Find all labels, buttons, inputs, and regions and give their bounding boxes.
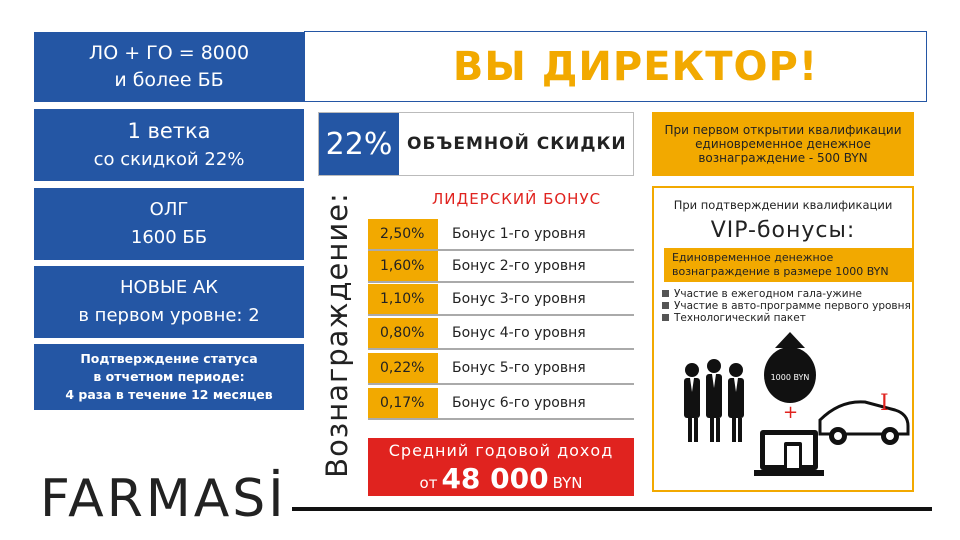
bonus-row — [368, 251, 634, 283]
bonus-label: Бонус 5-го уровня — [452, 360, 586, 376]
car-icon — [820, 402, 908, 445]
requirement-confirmation-line3: 4 раза в течение 12 месяцев — [65, 387, 273, 402]
bonus-row — [368, 388, 634, 420]
bag-label: 1000 BYN — [770, 373, 810, 382]
bonus-value: 1,60% — [368, 251, 438, 281]
tech-devices-icon — [754, 430, 824, 476]
plus-icon: + — [783, 402, 799, 423]
vip-rewards-illustration — [680, 330, 920, 490]
money-bag-icon — [764, 332, 816, 403]
bonus-value: 0,22% — [368, 353, 438, 383]
requirement-new-ak-line2: в первом уровне: 2 — [78, 305, 260, 326]
vip-benefit-list — [662, 288, 911, 324]
bonus-label: Бонус 6-го уровня — [452, 395, 586, 411]
requirement-branch-box — [34, 109, 304, 181]
bonus-row — [368, 284, 634, 316]
requirement-points-box — [34, 32, 304, 102]
bonus-label: Бонус 3-го уровня — [452, 291, 586, 307]
first-open-line2: единовременное денежное — [695, 137, 871, 151]
reward-vertical-label-wrap — [302, 175, 372, 495]
requirement-confirmation-line1: Подтверждение статуса — [80, 351, 258, 366]
page-header — [304, 31, 927, 102]
vip-cash-line1: Единовременное денежное — [672, 251, 834, 264]
first-open-line3: вознаграждение - 500 BYN — [698, 151, 868, 165]
requirement-branch-line2: со скидкой 22% — [93, 149, 245, 170]
requirement-branch-line1: 1 ветка — [127, 119, 211, 143]
level-one-mark: I — [880, 391, 889, 416]
bonus-value: 0,80% — [368, 318, 438, 348]
farmasi-logo: FARMASİ — [40, 469, 287, 529]
bonus-label: Бонус 1-го уровня — [452, 226, 586, 242]
income-currency: BYN — [552, 474, 583, 492]
bonus-row — [368, 353, 634, 385]
income-amount: 48 000 — [441, 462, 549, 495]
bonus-label: Бонус 2-го уровня — [452, 258, 586, 274]
vip-title: VIP-бонусы: — [710, 218, 856, 243]
requirement-confirmation-line2: в отчетном периоде: — [93, 369, 245, 384]
requirement-confirmation-box — [34, 344, 304, 410]
bonus-row — [368, 318, 634, 350]
discount-label: ОБЪЕМНОЙ СКИДКИ — [407, 134, 627, 154]
discount-percent: 22% — [319, 113, 399, 175]
bonus-value: 1,10% — [368, 284, 438, 314]
list-item: Участие в ежегодном гала-ужине — [662, 288, 911, 300]
requirement-olg-line2: 1600 ББ — [130, 227, 208, 248]
requirement-olg-box — [34, 188, 304, 260]
income-amount-line — [368, 462, 634, 495]
list-item: Технологический пакет — [662, 312, 911, 324]
volume-discount-box — [318, 112, 634, 176]
vip-note: При подтверждении квалификации — [673, 198, 893, 212]
business-people-icon — [684, 359, 744, 442]
bonus-label: Бонус 4-го уровня — [452, 325, 586, 341]
reward-vertical-label: Вознаграждение: — [320, 192, 354, 478]
page-title: ВЫ ДИРЕКТОР! — [452, 43, 819, 90]
income-label: Средний годовой доход — [388, 441, 614, 460]
requirement-new-ak-line1: НОВЫЕ АК — [119, 277, 219, 298]
vip-cash-line2: вознаграждение в размере 1000 BYN — [672, 265, 889, 278]
bonus-row — [368, 219, 634, 251]
income-prefix: от — [419, 474, 438, 492]
leader-bonus-title: ЛИДЕРСКИЙ БОНУС — [432, 190, 602, 208]
requirement-points-line1: ЛО + ГО = 8000 — [88, 42, 250, 64]
list-item: Участие в авто-программе первого уровня — [662, 300, 911, 312]
vip-cash-reward — [664, 248, 914, 282]
first-open-reward-box — [652, 112, 914, 176]
requirement-points-line2: и более ББ — [114, 69, 224, 91]
first-open-line1: При первом открытии квалификации — [664, 123, 902, 137]
requirement-olg-line1: ОЛГ — [149, 199, 189, 220]
bonus-value: 2,50% — [368, 219, 438, 249]
requirement-new-ak-box — [34, 266, 304, 338]
bonus-value: 0,17% — [368, 388, 438, 418]
bottom-divider — [292, 507, 932, 511]
average-income-box — [368, 438, 634, 496]
